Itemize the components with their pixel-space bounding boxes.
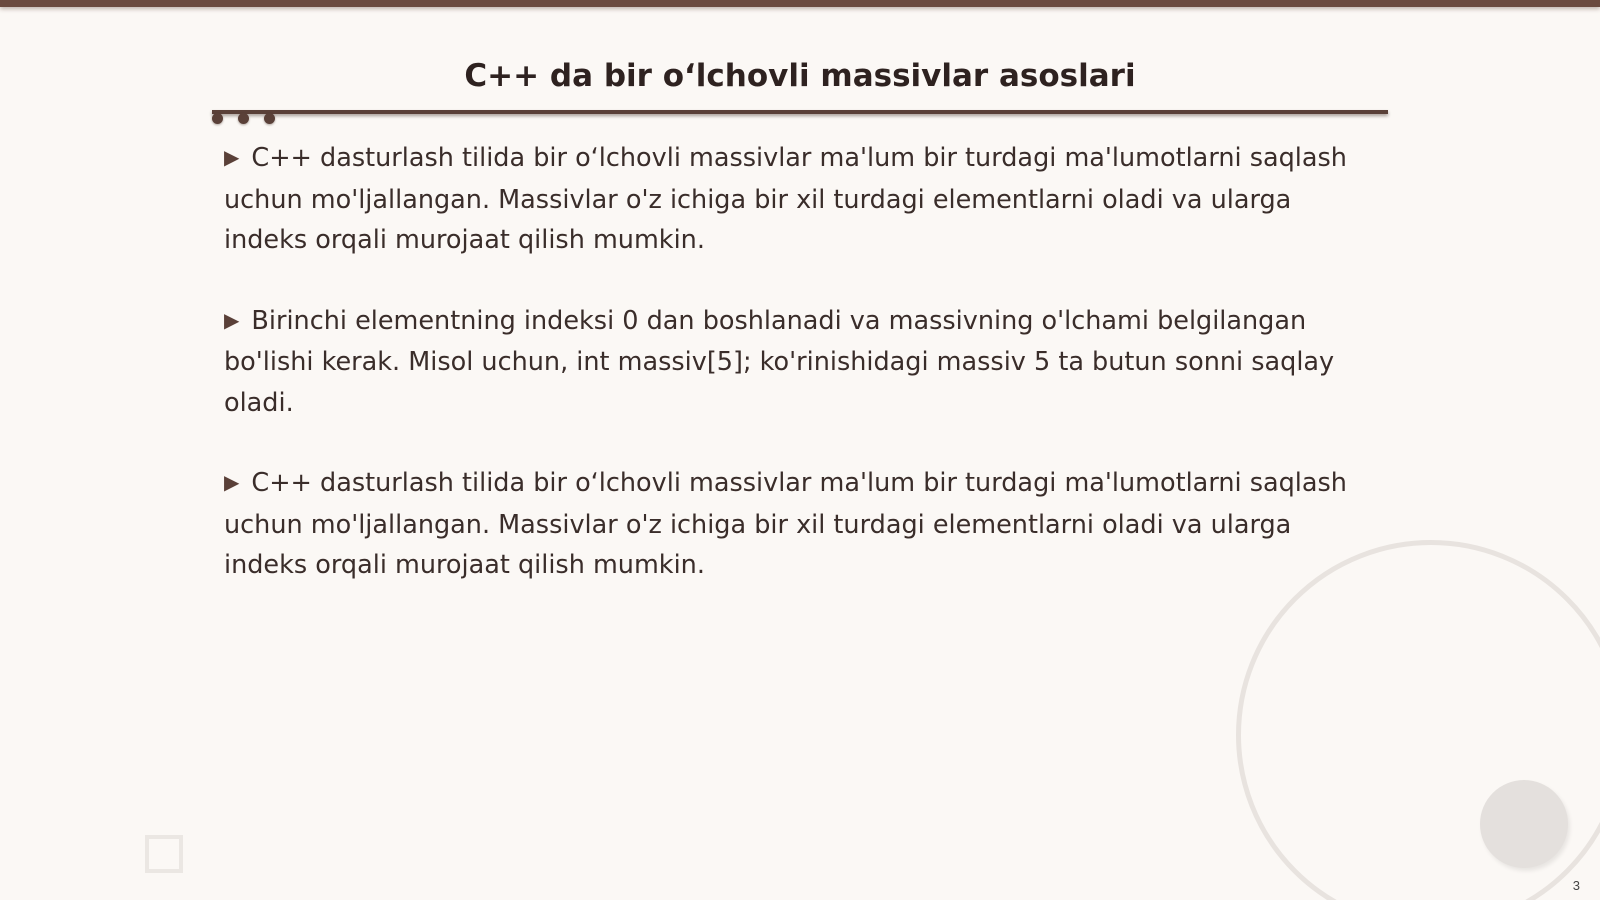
page-number: 3 (1572, 878, 1580, 893)
bullet-item (224, 463, 1374, 586)
top-accent-bar (0, 0, 1600, 7)
bullet-item (224, 138, 1374, 261)
decor-dot (238, 113, 249, 124)
triangle-bullet-icon: ▶ (224, 307, 240, 332)
bullet-text: C++ dasturlash tilida bir oʻlchovli massivlar ma'lum bir turdagi ma'lumotlarni saqlash uchun mo'ljallangan. Massivlar o'z ichiga bir xil turdagi elementlarni oladi va ularga indeks orqali murojaat qilish mumkin. (224, 143, 1347, 255)
bullet-text: C++ dasturlash tilida bir oʻlchovli massivlar ma'lum bir turdagi ma'lumotlarni saqlash uchun mo'ljallangan. Massivlar o'z ichiga bir xil turdagi elementlarni oladi va ularga indeks orqali murojaat qilish mumkin. (224, 468, 1347, 580)
decor-small-circle (1480, 780, 1568, 868)
bullet-item (224, 301, 1374, 424)
triangle-bullet-icon: ▶ (224, 470, 240, 494)
triangle-bullet-icon: ▶ (224, 145, 240, 169)
title-dots-decoration (212, 113, 282, 127)
bullet-list (224, 138, 1374, 626)
decor-dot (212, 113, 223, 124)
title-underline (212, 110, 1388, 114)
decor-square (145, 835, 183, 873)
decor-dot (264, 113, 275, 124)
bullet-text: Birinchi elementning indeksi 0 dan boshlanadi va massivning o'lchami belgilangan bo'lishi kerak. Misol uchun, int massiv[5]; ko'rinishidagi massiv 5 ta butun sonni saqlay oladi. (224, 305, 1335, 418)
slide-title: C++ da bir oʻlchovli massivlar asoslari (464, 58, 1136, 94)
